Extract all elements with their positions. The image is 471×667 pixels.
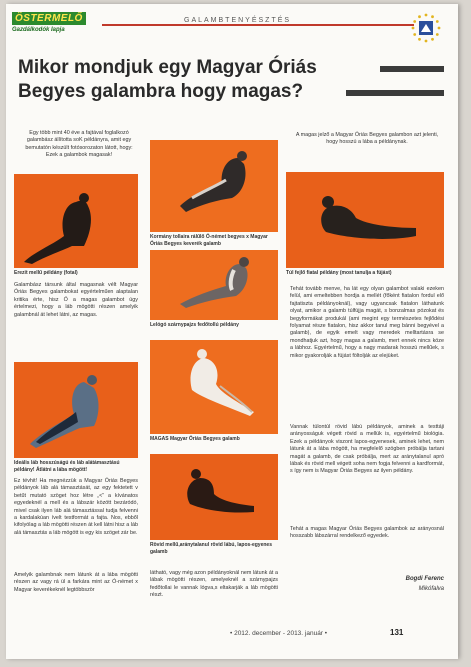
- author-name: Bogdi Ferenc: [405, 576, 444, 582]
- caption-short: Rövid mellű,aránytalanul rövid lábú, lapos-egyenes galamb: [150, 542, 272, 555]
- logo-subtitle: Gazdálkodók lapja: [12, 27, 65, 33]
- section-rule: [102, 24, 414, 26]
- title-line-2: Begyes galambra hogy magas?: [18, 81, 304, 102]
- title-bar-1: [380, 66, 444, 72]
- article-title: [18, 56, 378, 104]
- col1-paragraph-2: Galambász társunk által magasnak vélt Magyar Óriás Begyes galambokat egyértelműen alaptalan kritika érte, hisz Ő a magas galambot úgy értelmezi, hogy a láb mögötti részen amelyik galambnál át lehet látni, az magas.: [14, 282, 138, 318]
- photo-young-pigeon: [286, 172, 444, 268]
- caption-low-wing: Lelógó szárnypajzs fedőtollú példány: [150, 322, 239, 328]
- photo-tall-pigeon: [150, 340, 278, 434]
- col1-paragraph-4: Amelyik galambnak nem látunk át a lába mögötti részen az vagy rá ül a farkára mint az Ó-német x Magyar keverékeknél legtöbbször: [14, 572, 138, 593]
- col3-paragraph-2: Tehát tovább menve, ha lát egy olyan galambot valaki ezeken felül, ami emeltebben hordja a mellét (főként fiatalon fordul elő fajtatiszta példányoknál), vagy ugyancsak fiatalon láthatunk olyat, amikor a galamb túlfújja magát, s bonzalmas pózokat és begyformákat produkál (ami megint egy természetes fejlődési folyamat része fiatalon, hisz akkor tanul meg bánni begyével a galamb), de egyik emelt vagy meredek melltartásra se mondhatjuk azt, hogy magas a galamb, mert ennek nincs köze a lábhoz. Egyértelmű, hogy a nagy madarak hosszú mellűek, s mikor gyakorolják a fújást föltolják az elejüket.: [290, 286, 444, 359]
- footer-date: • 2012. december - 2013. január •: [230, 630, 328, 637]
- magazine-page: [6, 4, 458, 659]
- col3-intro: A magas jelző a Magyar Óriás Begyes galambon azt jelenti, hogy hosszú a lába a példánynak.: [295, 132, 439, 146]
- col2-bottom-text: látható, vagy még azon példányoknál nem látunk át a lábak mögötti részen, amelyeknél a szárnypajzs fedőtollai le vannak lógva,s eltakarják a láb mögötti részt.: [150, 570, 278, 599]
- title-bar-2: [346, 90, 444, 96]
- author-place: Mikófalva: [418, 586, 444, 592]
- col3-paragraph-3: Vannak túlontúl rövid lábú példányok, aminek a testtáji arányosságuk végett rövid a mellük is, egyértelmű biológia. Ezek a példányok viszont lapos-egyenesek, aminek lehet, nem látunk át a lába mögött, ha megfelelő szögben próbálja tartani magát a galamb, de csak próbálja, mert az aránytalanul apró lábak és rövid mell végett soha nem fogja felvenni a kardformát, s így nem is Magyar Óriás Begyes az ilyen példány.: [290, 424, 444, 475]
- photo-ideal-pigeon: [14, 362, 138, 458]
- magazine-logo: [12, 12, 86, 38]
- caption-erect: Erezit mellű példány (fotal): [14, 270, 78, 276]
- photo-short-pigeon: [150, 454, 278, 540]
- col3-paragraph-4: Tehát a magas Magyar Óriás Begyes galambok az arányosnál hosszabb lábszárral rendelkező egyedek.: [290, 526, 444, 540]
- title-line-1: Mikor mondjuk egy Magyar Óriás: [18, 57, 317, 78]
- caption-ideal: Ideális láb hosszúságú és láb alátámasztású példány! Átlátni a lába mögött!: [14, 460, 120, 473]
- caption-tall: MAGAS Magyar Óriás Begyes galamb: [150, 436, 240, 442]
- photo-cross-pigeon: [150, 140, 278, 232]
- page-number: 131: [390, 628, 404, 637]
- section-label: GALAMBTENYÉSZTÉS: [176, 17, 299, 24]
- eu-stars-icon: [410, 12, 442, 44]
- caption-young: Túl fejlő fiatal példány (most tanulja a fújást): [286, 270, 392, 276]
- caption-cross: Kormány tollaira rálűlő Ó-német begyes x Magyar Óriás Begyes keverék galamb: [150, 234, 268, 247]
- photo-low-wing-pigeon: [150, 250, 278, 320]
- photo-erect-pigeon: [14, 174, 138, 268]
- col1-intro: Egy több mint 40 éve a fajtával foglalkozó galambász állította soK példányra, amit egy bemutatón készült fotósorozaton látott, hogy: Ezek a galambok magasak!: [25, 130, 133, 159]
- col1-paragraph-3: Ez tévhit! Ha megnézzük a Magyar Óriás Begyes példányok láb alá támasztását, az egy fektetett v betűt mutató szöget hoz létre „<” a kívánatos egyedeknél a mell és a lábszár között bezáródó, mivel csak ilyen láb alá támasztással tudja felvenni a kardalakúan ívelt testformát a fajta. Nos, ebből kifolyólag a láb mögötti részen át kell látni hisz a láb alá támasztás a láb mögött is egy kis szöget zár be.: [14, 478, 138, 536]
- logo-title: ÖSTERMELŐ: [12, 12, 86, 25]
